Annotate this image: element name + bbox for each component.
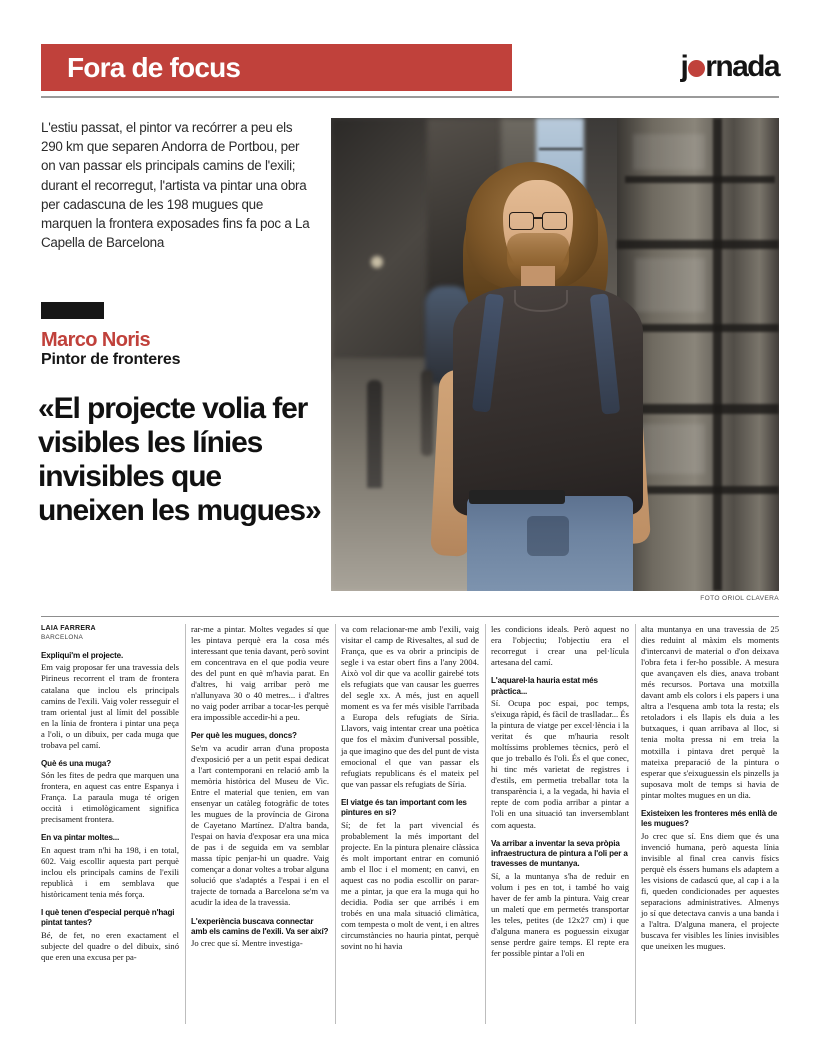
photo-overhead-wire	[539, 148, 583, 150]
brand-text-before: j	[680, 50, 688, 83]
photo-belt	[469, 490, 565, 504]
photo-glasses	[509, 212, 567, 229]
photo-wall-seam	[631, 324, 779, 332]
interview-question: I què tenen d'especial perquè n'hagi pintat tantes?	[41, 908, 175, 928]
article-column-3	[341, 624, 479, 1024]
portrait-photo	[331, 118, 779, 591]
section-title: Fora de focus	[67, 52, 241, 83]
page-title: «El projecte volia fer visibles les línies invisibles que uneixen les mugues»	[38, 392, 321, 527]
brand-text-after: rnada	[705, 50, 779, 83]
interview-question: Què és una muga?	[41, 758, 112, 768]
photo-wall-seam	[617, 240, 779, 249]
masthead	[41, 44, 779, 91]
column-4-body	[491, 624, 629, 959]
interview-answer: Se'm va acudir arran d'una proposta d'exposició per a un petit espai dedicat a l'art contemporani en relació amb la memòria històrica del Museu de Vic. Entre el material que tenien, em van ensenyar un catàleg fotogràfic de totes les mugues de la província de Girona de Cayetano Martínez. D'altra banda, l'espai on havia d'exposar era una mica de pas i de seguida em va semblar massa típic penjar-hi un quadre. Vaig començar a donar voltes a trobar alguna solució que s'adaptés a l'espai i en el trajecte de tornada a Barcelona se'm va acudir la idea de la travessia.	[191, 742, 329, 908]
photo-wall-seam	[627, 486, 779, 494]
photo-jeans-pocket	[527, 516, 569, 556]
interview-answer: les condicions ideals. Però aquest no era l'objectiu; l'objectiu era el recorregut i crear una pel·lícula artesana del camí.	[491, 624, 629, 668]
interview-answer: Jo crec que sí. Mentre investiga-	[191, 938, 303, 949]
decorative-black-bar	[41, 302, 104, 319]
photo-collar	[514, 290, 568, 312]
photo-credit: FOTO ORIOL CLAVERA	[700, 595, 779, 602]
portrait-photo-canvas	[331, 118, 779, 591]
interview-answer: Bé, de fet, no eren exactament el subjecte del quadre o del dibuix, sinó que eren una excusa per pa-	[41, 929, 179, 962]
article-column-2	[191, 624, 329, 1024]
interview-answer: Sí; de fet la part vivencial és probablement la més important del projecte. En la pintura plenaire clàssica és molt important entrar en comunió amb el lloc i el moment; en canvi, en aquest cas no podia escollir on parar-me a pintar, ja que era la muga qui ho decidia. Podia ser que arribés i em trobés en una mala situació climàtica, com tempesta o molt de vent, i en altres circumstàncies no hauria pintat, perquè sovint no hi havia	[341, 819, 479, 952]
photo-wall-seam-vertical	[713, 118, 722, 591]
interview-question: Expliqui'm el projecte.	[41, 651, 124, 660]
interview-question: En va pintar moltes...	[41, 833, 120, 843]
photo-glasses-lens-left	[509, 212, 534, 230]
photo-street-lamp	[371, 256, 383, 268]
interview-question: L'aquarel·la hauria estat més pràctica...	[491, 676, 598, 696]
column-2-body	[191, 624, 329, 949]
interview-answer: Sí, a la muntanya s'ha de reduir en volum i pes en tot, i també ho vaig haver de fer amb la pintura. Vaig crear un maletí que em permetés transportar les teles, petites (de 12x27 cm) i que d'alguna manera es poguessin eixugar sense perdre gaire temps. El repte era fer possible pintar a l'oli en	[491, 870, 629, 959]
article-column-5	[641, 624, 779, 1024]
column-5-body	[641, 624, 779, 952]
brand-dot-icon	[688, 60, 705, 77]
lead-paragraph: L'estiu passat, el pintor va recórrer a peu els 290 km que separen Andorra de Portbou, per on van passar els principals camins de l'exili; durant el recorregut, l'artista va pintar una obra per cadascuna de les 198 mugues que marquen la frontera exposades fins fa poc a La Capella de Barcelona	[41, 120, 310, 251]
photo-glasses-lens-right	[542, 212, 567, 230]
interview-question: Per què les mugues, doncs?	[191, 731, 297, 741]
interview-answer: En aquest tram n'hi ha 198, i en total, 602. Vaig escollir aquesta part perquè inclou els principals camins de l'exili republicà i em semblava que històricament tenia més força.	[41, 844, 179, 900]
body-divider	[41, 616, 779, 617]
interview-answer: Sí. Ocupa poc espai, poc temps, s'eixuga ràpid, és fàcil de traslladar... És la pintura de viatge per excel·lència i la veritat és que m'hauria resolt moltíssims problemes tècnics, però el que jo treballo és l'oli. És el que conec, hi tinc més varietat de registres i d'estils, em permetia treballar tota la transparència i, a la vegada, hi havia el repte de com podia arribar a pintar a l'oli en una situació tan inversemblant com aquesta.	[491, 698, 629, 830]
interview-answer: Són les fites de pedra que marquen una frontera, en aquest cas entre Espanya i França. La paraula muga té origen occità i etimològicament significa precisament frontera.	[41, 770, 179, 825]
masthead-divider	[41, 96, 779, 98]
brand-logo-jornada[interactable]	[681, 48, 779, 86]
interview-answer: rar-me a pintar. Moltes vegades sí que les pintava perquè era la cosa més interessant que tenia davant, però sovint em concentrava en el que podia veure des del punt en què m'havia parat. En d'altres, hi vaig arribar però me n'allunyava 30 o 40 metres... i d'altres no vaig poder arribar a tocar-les perquè era impossible accedir-hi a peu.	[191, 624, 329, 723]
interview-answer: va com relacionar-me amb l'exili, vaig visitar el camp de Rivesaltes, al sud de França, que es va obrir a principis de segle i va estar obert fins a l'any 2004. Això vol dir que va acollir gairebé tots els refugiats que van causar les guerres del segle xx. A més, just en aquell moment es va fer més visible l'arribada a Europa dels refugiats de Síria. Llavors, vaig intentar crear una poètica que fos el màxim d'universal possible, ja que imagino que des del punt de vista emocional el que van passar els refugiats republicans és el mateix pel que van passar els refugiats de Síria.	[341, 624, 479, 789]
author-name: LAIA FARRERA	[41, 625, 96, 632]
photo-wall-seam	[625, 176, 775, 183]
photo-wall-block	[635, 258, 705, 312]
column-1-body	[41, 651, 179, 963]
interview-answer: Em vaig proposar fer una travessia dels Pirineus recorrent el tram de frontera catalana que inclou els principals camins de l'exili. Vaig voler resseguir el tram oriental just al límit del possible en la línia de frontera i pintar una peça a l'oli, o un dibuix, per cada muga que trobava pel camí.	[41, 662, 179, 750]
article-body	[41, 624, 779, 1024]
subject-name: Marco Noris	[41, 329, 150, 351]
photo-bollard-2	[421, 370, 433, 456]
subject-role: Pintor de fronteres	[41, 351, 181, 368]
author-city: BARCELONA	[41, 634, 84, 641]
article-column-1	[41, 624, 179, 1024]
interview-question: Va arribar a inventar la seva pròpia infraestructura de pintura a l'oli per a travesses de muntanya.	[491, 838, 628, 869]
interview-answer: Jo crec que sí. Ens diem que és una invenció humana, però aquesta línia invisible al final crea canvis físics perquè els éssers humans els adaptem a les visions de cadascú que, al cap i a la fi, queden condicionades per aquestes separacions administratives. Almenys jo sí que detectava canvis a una banda i a l'altra. D'alguna manera, el projecte buscava fer visibles les línies invisibles que uneixen les mugues.	[641, 830, 779, 952]
article-column-4	[491, 624, 629, 1024]
interview-question: L'experiència buscava connectar amb els camins de l'exili. Va ser així?	[191, 916, 329, 936]
interview-answer: alta muntanya en una travessia de 25 dies reduint al màxim els moments d'intercanvi de material o d'on deixava l'obra feta i fer-ho possible. A mesura que avançaven els dies, anava trobant més recursos. Portava una motxilla davant amb els colors i els papers i una altra a l'esquena amb tota la resta; els retoladors i els llapis els duia a les butxaques, i quan arribava al lloc, si tenia molta pressa ni em treia la motxilla i pintava dret perquè la mateixa preparació de la pintura o esperar que s'eixuguessin els pinzells ja suposava molt de temps si havia de pintar moltes mugues en un dia.	[641, 624, 779, 800]
column-3-body	[341, 624, 479, 952]
photo-bollard-1	[367, 380, 382, 488]
interview-question: Existeixen les fronteres més enllà de les mugues?	[641, 808, 778, 829]
photo-wall-block	[633, 134, 705, 170]
interview-question: El viatge és tan important com les pintures en si?	[341, 797, 467, 818]
